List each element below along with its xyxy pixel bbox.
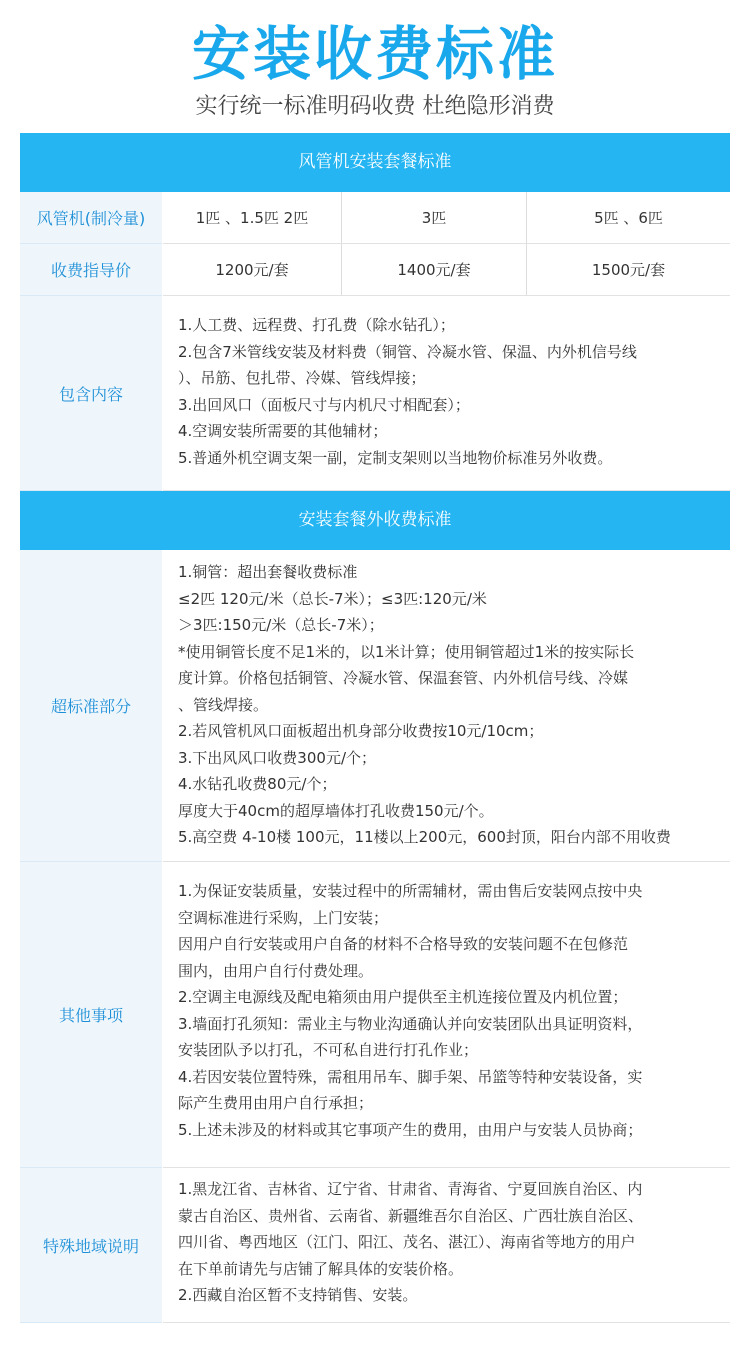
capacity-value: 3匹: [421, 209, 447, 227]
list-item: 5.上述未涉及的材料或其它事项产生的费用，由用户与安装人员协商；: [178, 1120, 643, 1139]
list-item: *使用铜管长度不足1米的，以1米计算；使用铜管超过1米的按实际长: [178, 642, 635, 661]
over-standard-label: 超标准部分: [20, 550, 162, 862]
pricing-table: [20, 133, 730, 1323]
list-item: 1.人工费、远程费、打孔费（除水钻孔）；: [178, 316, 455, 334]
list-item: 、管线焊接。: [178, 695, 269, 714]
page-subtitle: 实行统一标准明码收费 杜绝隐形消费: [195, 94, 555, 119]
includes-content: [163, 296, 730, 491]
price-value: 1400元/套: [397, 261, 471, 279]
list-item: 围内，由用户自行付费处理。: [178, 961, 374, 980]
price-label: 收费指导价: [20, 244, 162, 296]
list-item: 4.空调安装所需要的其他辅材；: [178, 422, 388, 440]
list-item: 1.铜管：超出套餐收费标准: [178, 563, 358, 581]
list-item: 5.普通外机空调支架一副，定制支架则以当地物价标准另外收费。: [178, 448, 613, 467]
list-item: 2.包含7米管线安装及材料费（铜管、冷凝水管、保温、内外机信号线: [178, 342, 637, 361]
list-item: 5.高空费 4-10楼 100元，11楼以上200元，600封顶，阳台内部不用收费: [178, 828, 671, 846]
list-item: 因用户自行安装或用户自备的材料不合格导致的安装问题不在包修范: [178, 935, 629, 953]
list-item: 1.为保证安装质量，安装过程中的所需辅材，需由售后安装网点按中央: [178, 882, 643, 900]
list-item: ＞3匹:150元/米（总长-7米）；: [178, 616, 384, 634]
list-item: ≤2匹 120元/米（总长-7米）；≤3匹:120元/米: [178, 589, 487, 608]
other-matters-content: [163, 862, 730, 1168]
capacity-label: 风管机(制冷量): [20, 192, 162, 244]
over-standard-content: [163, 550, 730, 862]
list-item: 3.下出风风口收费300元/个；: [178, 748, 376, 767]
capacity-row: [163, 192, 730, 244]
list-item: ）、吊筋、包扎带、冷媒、管线焊接；: [178, 369, 426, 387]
list-item: 安装团队予以打孔，不可私自进行打孔作业；: [178, 1041, 479, 1059]
page-title: 安装收费标准: [191, 20, 558, 88]
includes-label: 包含内容: [20, 296, 162, 491]
list-item: 厚度大于40cm的超厚墙体打孔收费150元/个。: [178, 801, 494, 820]
special-region-label: 特殊地域说明: [20, 1168, 162, 1323]
list-item: 2.西藏自治区暂不支持销售、安装。: [178, 1286, 418, 1304]
extra-section-header: 安装套餐外收费标准: [20, 491, 730, 550]
list-item: 2.若风管机风口面板超出机身部分收费按10元/10cm；: [178, 722, 544, 740]
special-region-content: [163, 1168, 730, 1323]
list-item: 在下单前请先与店铺了解具体的安装价格。: [178, 1259, 464, 1278]
list-item: 2.空调主电源线及配电箱须由用户提供至主机连接位置及内机位置；: [178, 988, 628, 1006]
list-item: 3.墙面打孔须知：需业主与物业沟通确认并向安装团队出具证明资料，: [178, 1014, 643, 1033]
list-item: 空调标准进行采购，上门安装；: [178, 908, 389, 927]
list-item: 1.黑龙江省、吉林省、辽宁省、甘肃省、青海省、宁夏回族自治区、内: [178, 1180, 643, 1198]
other-matters-label: 其他事项: [20, 862, 162, 1168]
price-row: [163, 244, 730, 296]
capacity-value: 1匹 、1.5匹 2匹: [195, 209, 309, 227]
list-item: 蒙古自治区、贵州省、云南省、新疆维吾尔自治区、广西壮族自治区、: [178, 1206, 644, 1225]
list-item: 四川省、粤西地区（江门、阳江、茂名、湛江）、海南省等地方的用户: [178, 1233, 636, 1251]
list-item: 4.若因安装位置特殊，需租用吊车、脚手架、吊篮等特种安装设备，实: [178, 1067, 643, 1086]
list-item: 际产生费用由用户自行承担；: [178, 1094, 374, 1112]
price-value: 1200元/套: [215, 261, 289, 279]
list-item: 度计算。价格包括铜管、冷凝水管、保温套管、内外机信号线、冷媒: [178, 669, 629, 687]
price-value: 1500元/套: [591, 261, 666, 279]
list-item: 4.水钻孔收费80元/个；: [178, 775, 337, 793]
capacity-value: 5匹 、6匹: [594, 209, 663, 227]
list-item: 3.出回风口（面板尺寸与内机尺寸相配套）；: [178, 395, 470, 414]
package-section-header: 风管机安装套餐标准: [20, 133, 730, 192]
